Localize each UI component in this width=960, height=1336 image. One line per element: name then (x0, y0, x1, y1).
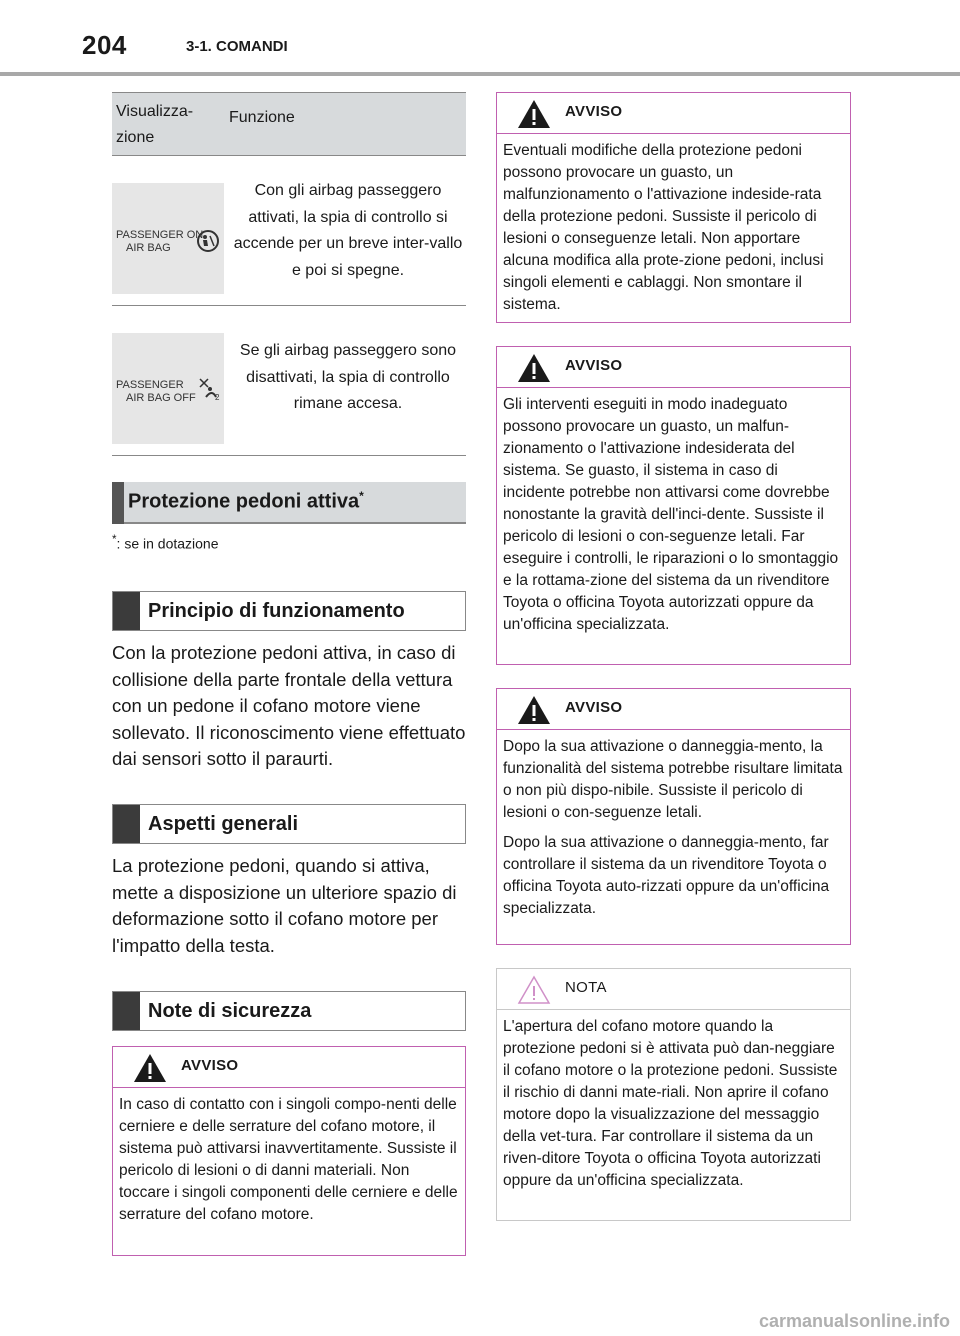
warning-title: AVVISO (565, 103, 623, 120)
table-row (112, 156, 466, 306)
footnote-mark: * (112, 533, 117, 546)
indicator-label: AIR BAG OFF (126, 392, 196, 404)
note-header (497, 969, 850, 1010)
warning-triangle-icon (517, 695, 551, 725)
warning-triangle-icon (517, 99, 551, 129)
note-paragraph: L'apertura del cofano motore quando la protezione pedoni si è attivata può dan-neggiare il cofano motore o la protezione pedoni. Sussiste il rischio di danni mate-riali. Non aprire il cofano motore dopo la visualizzazione del messaggio della vet-tura. Far controllare il sistema da un riven-ditore Toyota o officina Toyota autorizzati oppure da un'officina specializzata. (503, 1018, 838, 1189)
warning-paragraph: In caso di contatto con i singoli compo-nenti delle cerniere e delle serrature del cofano motore, il sistema può attivarsi inavvertitamente. Sussiste il pericolo di lesioni o di danni materiali. Non toccare i singoli componenti delle cerniere e delle serrature del cofano motore. (119, 1096, 458, 1223)
airbag-off-icon (196, 375, 220, 401)
warning-body (113, 1088, 465, 1234)
caution-triangle-icon (517, 975, 551, 1005)
svg-text:2: 2 (215, 393, 220, 401)
warning-title: AVVISO (181, 1057, 239, 1074)
section-heading (112, 482, 466, 524)
asterisk-mark: * (359, 489, 364, 503)
warning-body (497, 388, 850, 644)
header-divider (0, 72, 960, 76)
warning-box (496, 688, 851, 945)
airbag-on-indicator-image (112, 183, 224, 294)
footnote: *: se in dotazione (112, 533, 219, 552)
warning-header (497, 93, 850, 134)
page-header (0, 0, 960, 76)
table-header-function: Funzione (229, 109, 295, 126)
warning-box (496, 346, 851, 665)
watermark: carmanualsonline.info (758, 1311, 950, 1331)
table-header (112, 92, 466, 156)
warning-paragraph: Dopo la sua attivazione o danneggia-mento, la funzionalità del sistema potrebbe risultare limitata o non più dispo-nibile. Sussiste il pericolo di lesioni o con-seguenze letali. (503, 738, 843, 821)
warning-header (113, 1047, 465, 1088)
subheading-principle (112, 591, 466, 631)
table-cell-text: Con gli airbag passeggero attivati, la spia di controllo si accende per un breve inter-vallo e poi si spegne. (233, 182, 463, 279)
indicator-label: AIR BAG (126, 242, 171, 254)
subheading-general (112, 804, 466, 844)
warning-box (112, 1046, 466, 1256)
principle-text: Con la protezione pedoni attiva, in caso di collisione della parte frontale della vettura con un pedone il cofano motore viene sollevato. Il riconoscimento viene effettuato dai sensori sotto il paraurti. (112, 642, 466, 769)
indicator-table (112, 92, 466, 456)
heading-bar (113, 992, 140, 1030)
warning-header (497, 689, 850, 730)
table-cell-text: Se gli airbag passeggero sono disattivati, la spia di controllo rimane accesa. (239, 342, 457, 412)
subheading-title: Note di sicurezza (148, 1000, 312, 1022)
warning-paragraph: Eventuali modifiche della protezione pedoni possono provocare un guasto, un malfunzionamento o l'attivazione indeside-rata della protezione pedoni. Sussiste il pericolo di lesioni o conseguenze letali. Non apportare alcuna modifica alla prote-zione pedoni, inclusi singoli elementi e cablaggi. Non smontare il sistema. (503, 142, 824, 313)
warning-header (497, 347, 850, 388)
table-header-display: Visualizza-zione (116, 103, 194, 146)
indicator-label: PASSENGER (116, 379, 184, 391)
subheading-title: Principio di funzionamento (148, 600, 405, 622)
warning-title: AVVISO (565, 357, 623, 374)
warning-triangle-icon (133, 1053, 167, 1083)
heading-bar (113, 805, 140, 843)
airbag-on-icon (196, 229, 220, 253)
general-text: La protezione pedoni, quando si attiva, mette a disposizione un ulteriore spazio di deformazione sotto il cofano motore per l'impatto della testa. (112, 855, 457, 956)
warning-box (496, 92, 851, 323)
airbag-off-indicator-image (112, 333, 224, 444)
chapter-label: 3-1. COMANDI (186, 38, 288, 55)
warning-body (497, 134, 850, 324)
subheading-safety (112, 991, 466, 1031)
subheading-title: Aspetti generali (148, 813, 299, 835)
table-row (112, 306, 466, 456)
heading-bar (113, 592, 140, 630)
section-title: Protezione pedoni attiva* (128, 489, 364, 513)
note-box (496, 968, 851, 1221)
note-body (497, 1010, 850, 1200)
warning-paragraph: Gli interventi eseguiti in modo inadeguato possono provocare un guasto, un malfun-zionamento o l'attivazione indesiderata del sistema. Se guasto, il sistema in caso di incidente potrebbe non attivarsi come dovrebbe nonostante la gravità dell'inci-dente. Sussiste il pericolo di lesioni o con-seguenze letali. Far eseguire i controlli, le riparazioni o lo smontaggio e la rottama-zione del sistema da un rivenditore Toyota o officina Toyota autorizzati oppure da un'officina specializzata. (503, 396, 839, 633)
heading-bar (112, 482, 124, 524)
note-title: NOTA (565, 979, 607, 996)
page-number: 204 (82, 30, 127, 60)
indicator-label: PASSENGER ON (116, 229, 204, 241)
warning-paragraph: Dopo la sua attivazione o danneggia-mento, far controllare il sistema da un rivenditore Toyota o officina Toyota auto-rizzati oppure da un'officina specializzata. (503, 834, 830, 917)
warning-title: AVVISO (565, 699, 623, 716)
warning-triangle-icon (517, 353, 551, 383)
warning-body (497, 730, 850, 928)
